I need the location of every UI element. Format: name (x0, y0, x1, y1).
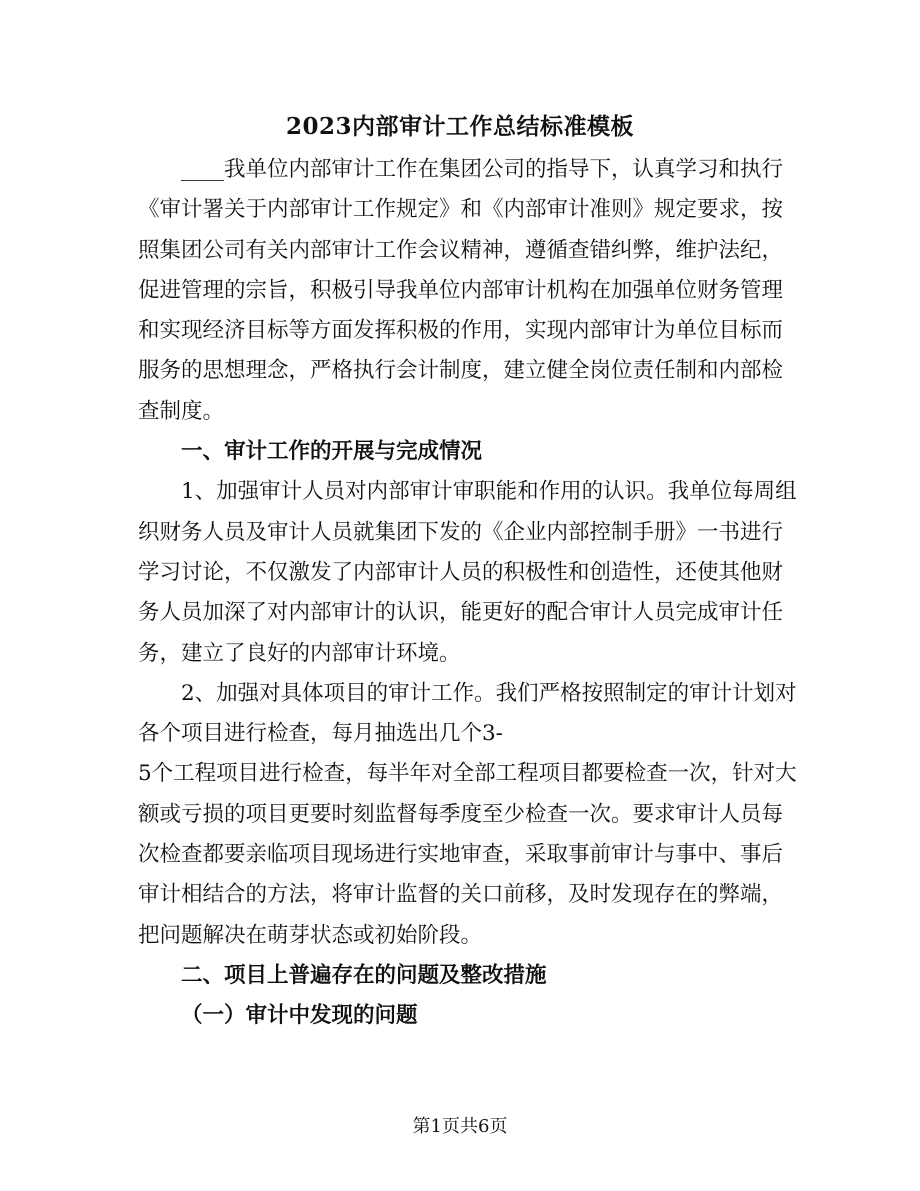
text-line: 各个项目进行检查，每月抽选出几个3- (138, 721, 503, 747)
text-line: 织财务人员及审计人员就集团下发的《企业内部控制手册》一书进行 (138, 519, 784, 545)
text-line: 《审计署关于内部审计工作规定》和《内部审计准则》规定要求，按 (138, 197, 784, 223)
text-line: 和实现经济目标等方面发挥积极的作用，实现内部审计为单位目标而 (138, 318, 784, 344)
page-footer: 第1页共6页 (412, 1116, 508, 1137)
text-line: 审计相结合的方法，将审计监督的关口前移，及时发现存在的弊端， (138, 882, 784, 908)
text-line: 5个工程项目进行检查，每半年对全部工程项目都要检查一次，针对大 (138, 761, 797, 787)
text-line: 服务的思想理念，严格执行会计制度，建立健全岗位责任制和内部检 (138, 358, 784, 384)
text-line: ____我单位内部审计工作在集团公司的指导下，认真学习和执行 (181, 157, 784, 182)
section-heading-1: 一、审计工作的开展与完成情况 (181, 439, 483, 465)
text-line: 促进管理的宗旨，积极引导我单位内部审计机构在加强单位财务管理 (138, 277, 784, 303)
item-1-paragraph (138, 472, 797, 673)
text-line: 把问题解决在萌芽状态或初始阶段。 (138, 922, 483, 948)
subsection-heading-1: （一）审计中发现的问题 (181, 1003, 418, 1029)
item-2-paragraph (138, 674, 797, 956)
text-line: 1、加强审计人员对内部审计审职能和作用的认识。我单位每周组 (181, 479, 797, 505)
text-line: 2、加强对具体项目的审计工作。我们严格按照制定的审计计划对 (181, 680, 797, 706)
text-line: 次检查都要亲临项目现场进行实地审查，采取事前审计与事中、事后 (138, 842, 784, 868)
document-title: 2023内部审计工作总结标准模板 (285, 113, 634, 140)
section-heading-2: 二、项目上普遍存在的问题及整改措施 (181, 962, 547, 988)
text-line: 查制度。 (138, 398, 225, 424)
text-line: 务，建立了良好的内部审计环境。 (138, 640, 461, 666)
text-line: 照集团公司有关内部审计工作会议精神，遵循查错纠弊，维护法纪， (138, 237, 784, 263)
text-line: 额或亏损的项目更要时刻监督每季度至少检查一次。要求审计人员每 (138, 801, 784, 827)
intro-paragraph (138, 150, 788, 432)
document-body (138, 150, 797, 1037)
text-line: 学习讨论，不仅激发了内部审计人员的积极性和创造性，还使其他财 (138, 559, 784, 585)
text-line: 务人员加深了对内部审计的认识，能更好的配合审计人员完成审计任 (138, 600, 784, 626)
